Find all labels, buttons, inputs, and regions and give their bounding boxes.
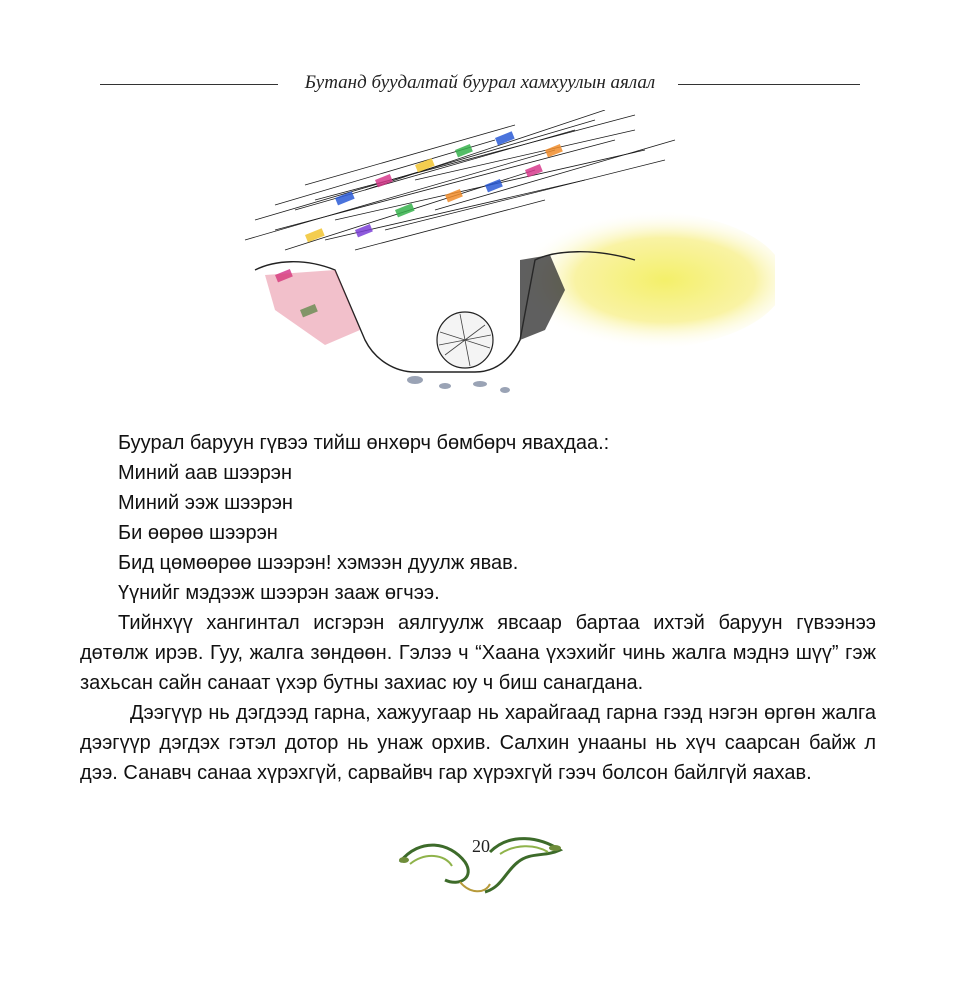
song-line: Би өөрөө шээрэн: [118, 522, 278, 544]
header-rule-right: [678, 84, 860, 85]
ravine-left-wall: [265, 270, 360, 345]
paragraph-1: Тийнхүү хангинтал исгэрэн аялгуулж явсаар бартаа ихтэй баруун гүвээнээ дөтөлж ирэв. Гуу, жалга зөндөөн. Гэлээ ч “Хаана үхэхийг чинь жалга мэднэ шүү” гэж захьсан сайн санаат үхэр бутны захиас юу ч биш санагдана.: [80, 612, 876, 694]
story-text: [80, 428, 876, 788]
intro-line: Буурал баруун гүвээ тийш өнхөрч бөмбөрч явахдаа.:: [118, 432, 610, 454]
stones: [407, 376, 510, 393]
song-line: Миний аав шээрэн: [118, 462, 293, 484]
tumbleweed-ball: [437, 312, 493, 368]
page-header: [100, 68, 860, 104]
page-footer: [390, 822, 570, 902]
closing-line: Үүнийг мэдээж шээрэн зааж өгчээ.: [118, 582, 440, 604]
song-line: Бид цөмөөрөө шээрэн! хэмээн дуулж явав.: [118, 552, 519, 574]
vine-ornament-icon: [390, 822, 570, 902]
song-line: Миний ээж шээрэн: [118, 492, 293, 514]
header-rule-left: [100, 84, 278, 85]
tumbleweed-ravine-illustration: [215, 110, 775, 410]
paragraph-2: Дээгүүр нь дэгдээд гарна, хажуугаар нь харайгаад гарна гээд нэгэн өргөн жалга дээгүүр дэгдэх гэтэл дотор нь унаж орхив. Салхин унааны нь хүч саарсан байж л дээ. Санавч санаа хүрэхгүй, сарвайвч гар хүрэхгүй гээч болсон байлгүй яахав.: [80, 702, 876, 784]
page-number: 20: [472, 836, 490, 856]
running-title: Бутанд буудалтай буурал хамхуулын аялал: [304, 72, 656, 93]
